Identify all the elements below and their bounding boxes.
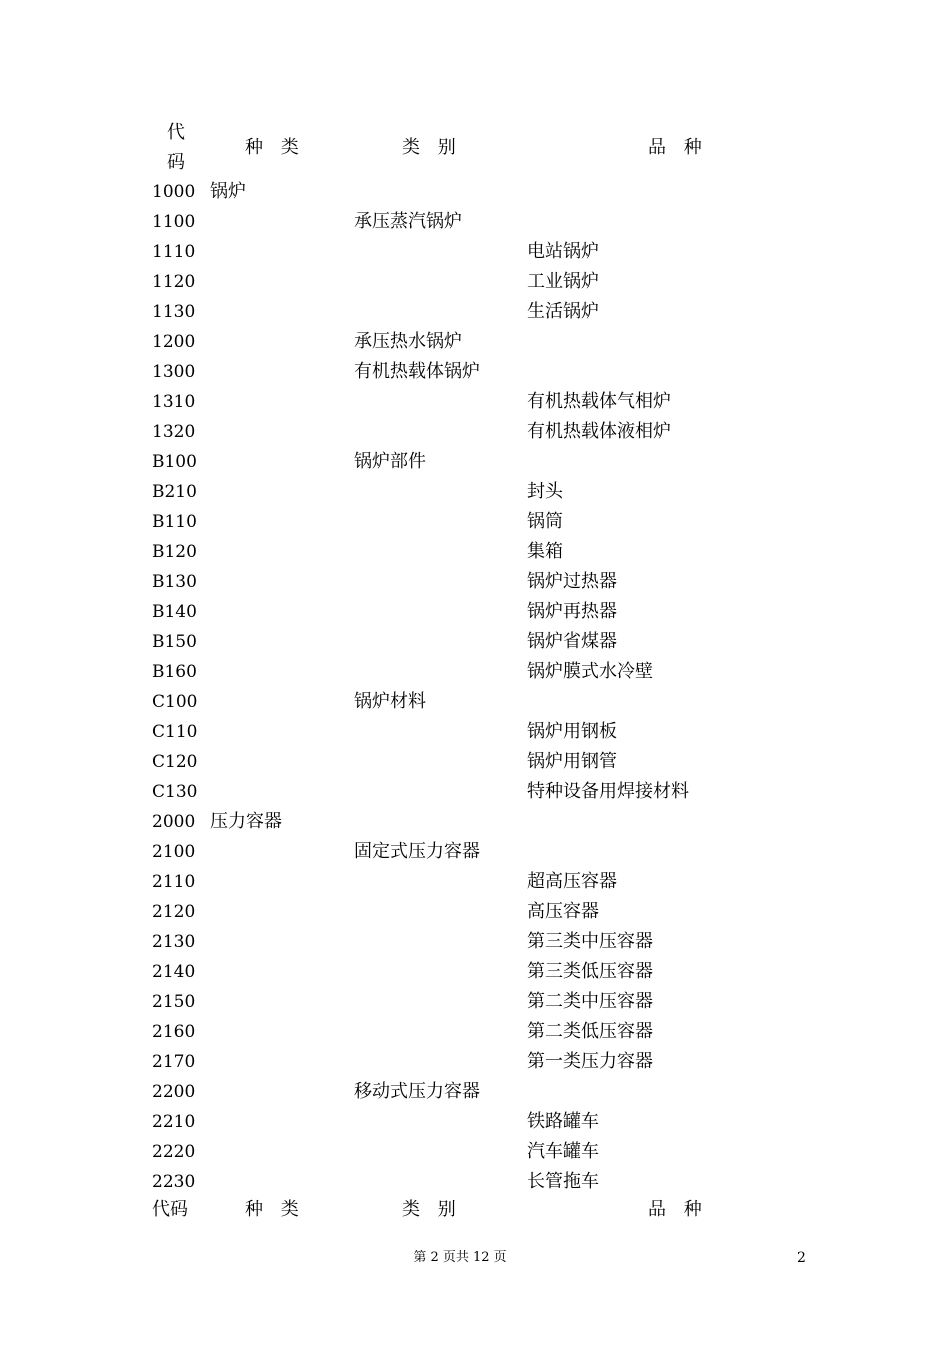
row-variety: 锅炉用钢管 (527, 751, 617, 772)
row-variety: 锅炉省煤器 (527, 631, 617, 652)
table-row (152, 507, 772, 537)
row-kind: 锅炉 (210, 181, 246, 202)
row-code: 1310 (152, 392, 196, 412)
table-row (152, 267, 772, 297)
row-code: 1130 (152, 302, 196, 322)
row-code: B120 (152, 542, 197, 562)
row-code: 2170 (152, 1052, 196, 1072)
row-category: 承压蒸汽锅炉 (354, 211, 462, 232)
row-code: 2110 (152, 872, 196, 892)
row-category: 有机热载体锅炉 (354, 361, 480, 382)
header-item: 品 种 (648, 137, 708, 158)
table-row (152, 447, 772, 477)
row-variety: 特种设备用焊接材料 (527, 781, 689, 802)
row-code: 1300 (152, 362, 196, 382)
row-category: 承压热水锅炉 (354, 331, 462, 352)
row-code: B110 (152, 512, 197, 532)
row-variety: 电站锅炉 (527, 241, 599, 262)
table-row (152, 357, 772, 387)
row-code: 2140 (152, 962, 196, 982)
row-code: C110 (152, 722, 198, 742)
row-variety: 铁路罐车 (527, 1111, 599, 1132)
row-code: 1110 (152, 242, 196, 262)
row-code: C130 (152, 782, 198, 802)
row-variety: 锅筒 (527, 511, 563, 532)
row-code: B140 (152, 602, 197, 622)
row-variety: 锅炉膜式水冷壁 (527, 661, 653, 682)
table-row (152, 687, 772, 717)
table-row (152, 927, 772, 957)
row-code: C100 (152, 692, 198, 712)
row-code: 1120 (152, 272, 196, 292)
row-variety: 超高压容器 (527, 871, 617, 892)
row-code: 2130 (152, 932, 196, 952)
table-row (152, 297, 772, 327)
table-row (152, 867, 772, 897)
row-code: 2200 (152, 1082, 196, 1102)
row-code: 2230 (152, 1172, 196, 1192)
row-code: 2150 (152, 992, 196, 1012)
table-row (152, 747, 772, 777)
table-row (152, 1017, 772, 1047)
row-variety: 有机热载体气相炉 (527, 391, 671, 412)
table-row (152, 987, 772, 1017)
row-code: 2160 (152, 1022, 196, 1042)
header-type: 种 类 (245, 1199, 305, 1220)
row-code: B150 (152, 632, 197, 652)
table-row (152, 1047, 772, 1077)
row-variety: 生活锅炉 (527, 301, 599, 322)
table-body (152, 177, 772, 1197)
table-row (152, 537, 772, 567)
table-row (152, 1107, 772, 1137)
table-row (152, 417, 772, 447)
row-variety: 高压容器 (527, 901, 599, 922)
row-code: 1320 (152, 422, 196, 442)
row-code: 2000 (152, 812, 196, 832)
table-header (152, 118, 752, 178)
row-variety: 锅炉过热器 (527, 571, 617, 592)
row-code: 2210 (152, 1112, 196, 1132)
header-type: 种 类 (245, 137, 305, 158)
row-code: 1000 (152, 182, 196, 202)
row-category: 移动式压力容器 (354, 1081, 480, 1102)
table-row (152, 897, 772, 927)
header-code: 代码 (152, 1199, 188, 1220)
row-code: 1200 (152, 332, 196, 352)
table-row (152, 477, 772, 507)
row-code: 2220 (152, 1142, 196, 1162)
row-code: 2100 (152, 842, 196, 862)
table-row (152, 627, 772, 657)
page-footer (0, 1248, 950, 1268)
table-row (152, 1137, 772, 1167)
row-code: B160 (152, 662, 197, 682)
row-code: B100 (152, 452, 197, 472)
row-category: 锅炉部件 (354, 451, 426, 472)
row-variety: 第二类低压容器 (527, 1021, 653, 1042)
row-code: C120 (152, 752, 198, 772)
row-variety: 锅炉再热器 (527, 601, 617, 622)
table-row (152, 1167, 772, 1197)
table-row (152, 657, 772, 687)
row-category: 锅炉材料 (354, 691, 426, 712)
row-variety: 封头 (527, 481, 563, 502)
table-row (152, 237, 772, 267)
row-code: B210 (152, 482, 197, 502)
row-variety: 第二类中压容器 (527, 991, 653, 1012)
table-row (152, 567, 772, 597)
header-class: 类 别 (402, 1199, 462, 1220)
table-row (152, 177, 772, 207)
table-row (152, 1077, 772, 1107)
header-code: 代码 (167, 122, 185, 173)
row-variety: 第三类低压容器 (527, 961, 653, 982)
table-row (152, 597, 772, 627)
header-class: 类 别 (402, 137, 462, 158)
row-code: B130 (152, 572, 197, 592)
row-variety: 锅炉用钢板 (527, 721, 617, 742)
table-row (152, 807, 772, 837)
table-row (152, 957, 772, 987)
row-variety: 有机热载体液相炉 (527, 421, 671, 442)
row-variety: 长管拖车 (527, 1171, 599, 1192)
row-variety: 集箱 (527, 541, 563, 562)
row-variety: 第三类中压容器 (527, 931, 653, 952)
row-kind: 压力容器 (210, 811, 282, 832)
table-row (152, 717, 772, 747)
row-code: 2120 (152, 902, 196, 922)
table-row (152, 327, 772, 357)
table-row (152, 837, 772, 867)
table-row (152, 207, 772, 237)
page-number: 2 (797, 1250, 806, 1266)
row-category: 固定式压力容器 (354, 841, 480, 862)
page-count: 第 2 页共 12 页 (413, 1250, 507, 1265)
row-variety: 第一类压力容器 (527, 1051, 653, 1072)
table-header-repeat (152, 1195, 752, 1225)
row-variety: 工业锅炉 (527, 271, 599, 292)
row-variety: 汽车罐车 (527, 1141, 599, 1162)
table-row (152, 777, 772, 807)
table-row (152, 387, 772, 417)
row-code: 1100 (152, 212, 196, 232)
header-item: 品 种 (648, 1199, 708, 1220)
